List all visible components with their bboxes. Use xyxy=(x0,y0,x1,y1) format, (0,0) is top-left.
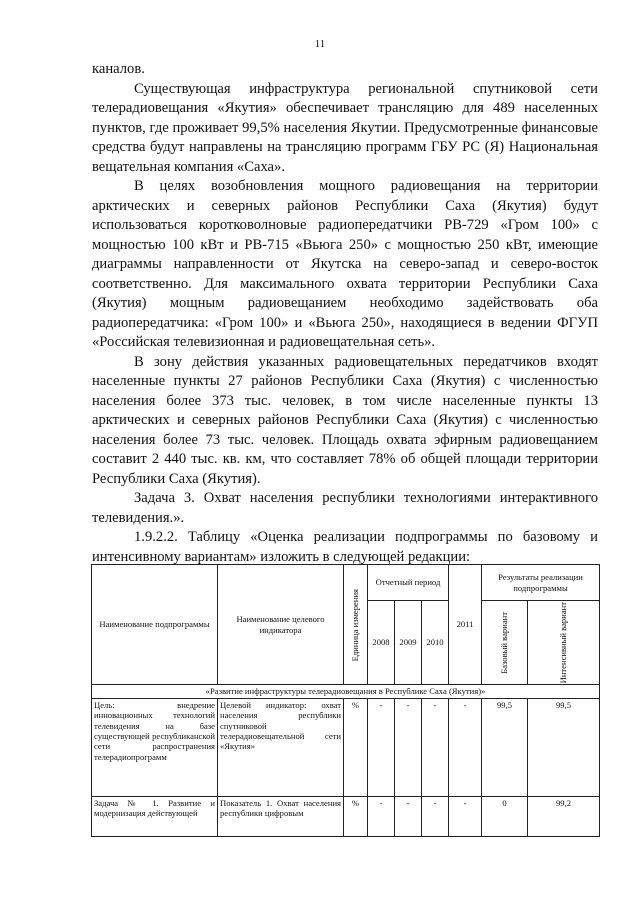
header-results: Результаты реализации подпрограммы xyxy=(482,565,600,601)
cell-basic: 0 xyxy=(482,796,528,836)
paragraph: Задача 3. Охват населения республики технологиями интерактивного телевидения.». xyxy=(92,490,598,526)
header-indicator: Наименование целевого индикатора xyxy=(218,565,344,685)
cell-value: - xyxy=(422,698,449,796)
body-text xyxy=(92,60,598,567)
table-row xyxy=(92,698,600,796)
header-name: Наименование подпрограммы xyxy=(92,565,218,685)
section-title: «Развитие инфраструктуры телерадиовещания в Республике Саха (Якутия)» xyxy=(92,685,600,698)
cell-value: - xyxy=(395,698,422,796)
header-period: Отчетный период xyxy=(368,565,449,601)
cell-value: - xyxy=(395,796,422,836)
paragraph: 1.9.2.2. Таблицу «Оценка реализации подпрограммы по базовому и интенсивному вариантам» изложить в следующей редакции: xyxy=(92,529,598,565)
evaluation-table xyxy=(91,564,600,837)
cell-name: Цель: внедрение инновационных технологий телевидения на базе существующей республиканской сети распространения телерадиопрограмм xyxy=(92,698,218,796)
table-row xyxy=(92,796,600,836)
paragraph: каналов. xyxy=(92,61,145,77)
header-unit xyxy=(344,565,368,685)
header-intensive-text: Интенсивный вариант xyxy=(558,602,569,684)
cell-indicator: Показатель 1. Охват населения республики цифровым xyxy=(218,796,344,836)
cell-unit: % xyxy=(344,796,368,836)
header-year: 2008 xyxy=(368,601,395,685)
cell-basic: 99,5 xyxy=(482,698,528,796)
header-unit-text: Единица измерения xyxy=(350,588,361,661)
header-basic-text: Базовый вариант xyxy=(499,611,510,674)
cell-value: - xyxy=(422,796,449,836)
header-intensive xyxy=(528,601,600,685)
header-basic xyxy=(482,601,528,685)
cell-intensive: 99,5 xyxy=(528,698,600,796)
paragraph: Существующая инфраструктура региональной спутниковой сети телерадиовещания «Якутия» обеспечивает трансляцию для 489 населенных пунктов, где проживает 99,5% населения Якутии. Предусмотренные финансовые средства будут направлены на трансляцию программ ГБУ РС (Я) Национальная вещательная компания «Саха». xyxy=(92,80,598,175)
cell-indicator: Целевой индикатор: охват населения республики спутниковой телерадиовещательной сети «Якутия» xyxy=(218,698,344,796)
page-number: 11 xyxy=(314,38,326,50)
cell-value: - xyxy=(368,698,395,796)
paragraph: В зону действия указанных радиовещательных передатчиков входят населенные пункты 27 районов Республики Саха (Якутия) с численностью населения более 373 тыс. человек, в том числе населенные пункты 13 арктических и северных районов Республики Саха (Якутия) с численностью населения более 73 тыс. человек. Площадь охвата эфирным радиовещанием составит 2 440 тыс. кв. км, что составляет 78% об общей площади территории Республики Саха (Якутия). xyxy=(92,353,598,487)
cell-name: Задача № 1. Развитие и модернизация действующей xyxy=(92,796,218,836)
header-year: 2009 xyxy=(395,601,422,685)
cell-value: - xyxy=(449,796,482,836)
cell-intensive: 99,2 xyxy=(528,796,600,836)
paragraph: В целях возобновления мощного радиовещания на территории арктических и северных районов Республики Саха (Якутия) будут использоваться коротковолновые радиопередатчики РВ-729 «Гром 100» с мощностью 100 кВт и РВ-715 «Вьюга 250» с мощностью 250 кВт, имеющие диаграммы направленности от Якутска на северо-запад и северо-восток соответственно. Для максимального охвата территории Республики Саха (Якутия) мощным радиовещанием необходимо задействовать оба радиопередатчика: «Гром 100» и «Вьюга 250», находящиеся в ведении ФГУП «Российская телевизионная и радиовещательная сеть». xyxy=(92,178,598,350)
cell-value: - xyxy=(368,796,395,836)
header-2011: 2011 xyxy=(449,565,482,685)
cell-value: - xyxy=(449,698,482,796)
header-year: 2010 xyxy=(422,601,449,685)
cell-unit: % xyxy=(344,698,368,796)
